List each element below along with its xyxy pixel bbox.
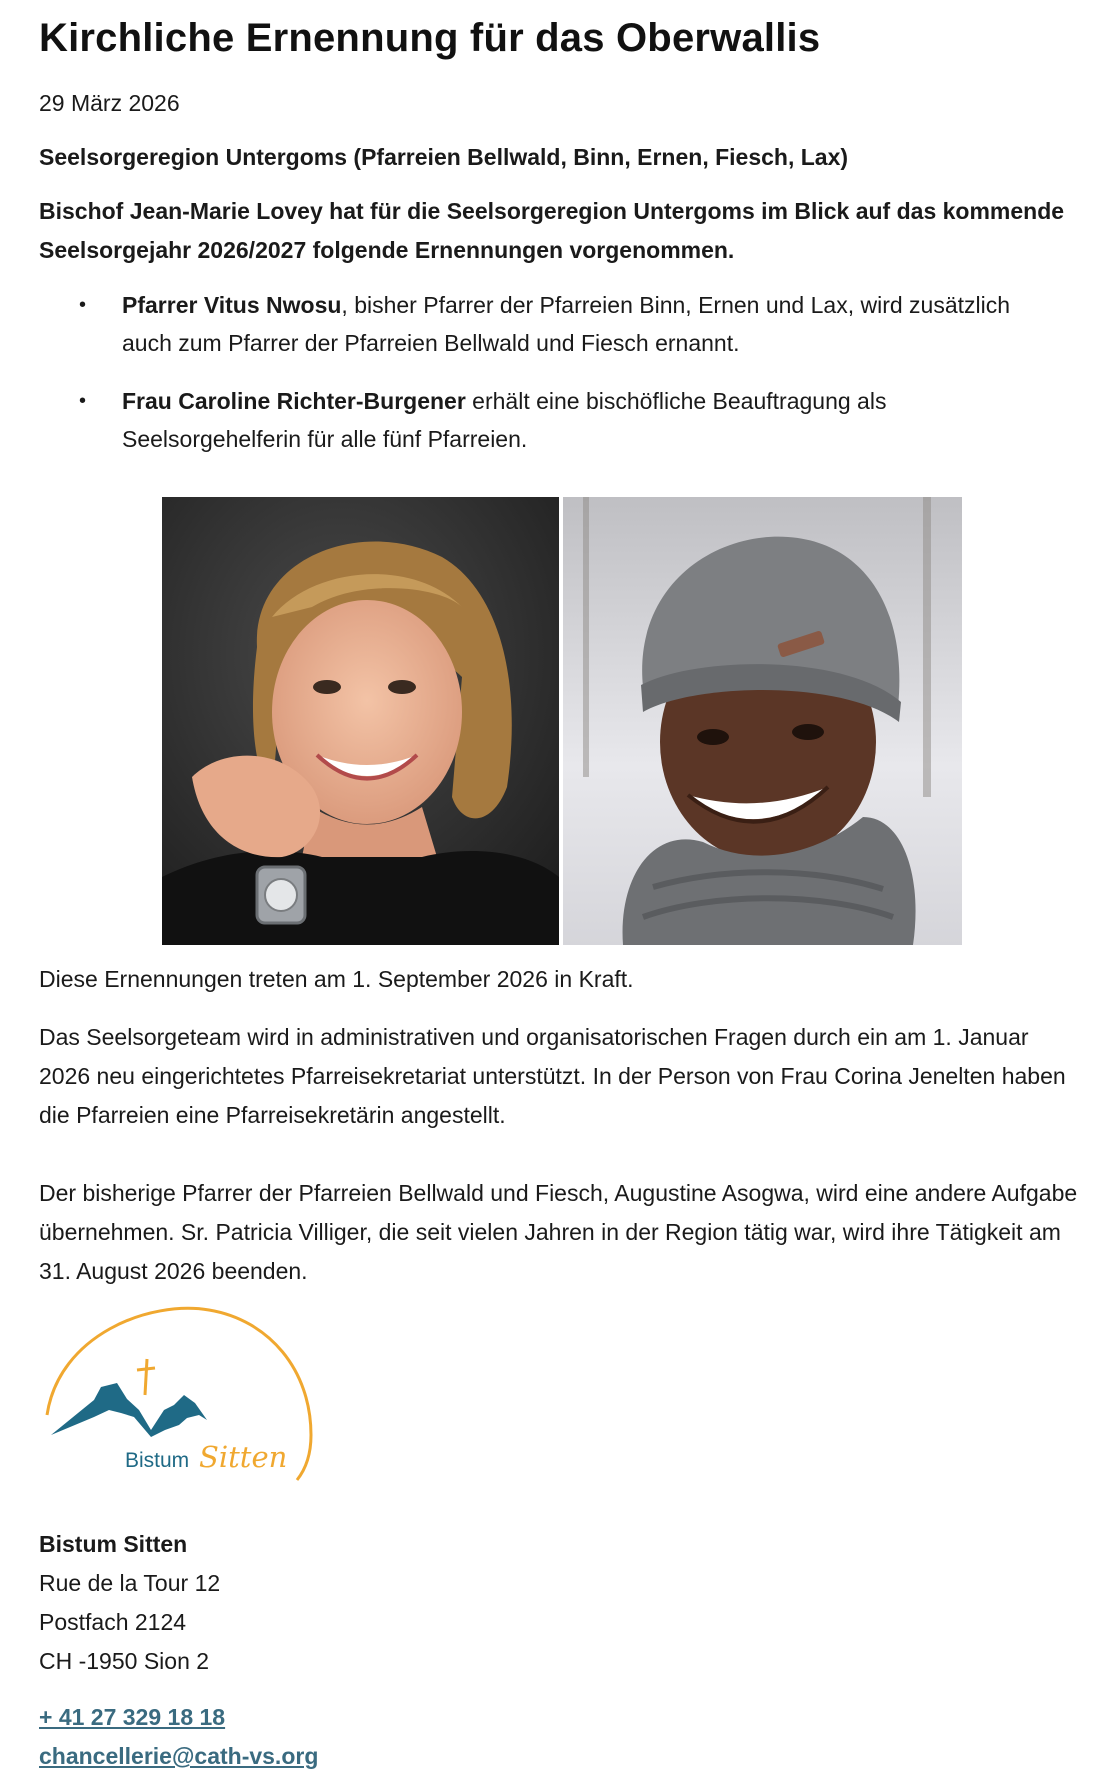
effective-date-paragraph: Diese Ernennungen treten am 1. September 2026 in Kraft. [39,966,634,992]
email-link[interactable]: chancellerie@cath-vs.org [39,1743,319,1769]
logo-word-bistum: Bistum [125,1449,190,1472]
appointment-text: erhält eine bischöfliche Beauftragung als Seelsorgehelferin für alle fünf Pfarreien. [122,388,887,452]
page-title: Kirchliche Ernennung für das Oberwallis [39,16,821,60]
portrait-woman-image [162,497,559,945]
article [39,12,1079,1769]
appointee-name: Pfarrer Vitus Nwosu [122,292,342,318]
portrait-photo-vitus [563,497,962,945]
portrait-photo-caroline [162,497,559,945]
city: CH -1950 Sion 2 [39,1648,210,1674]
bullet: • [79,294,87,316]
portrait-man-image [563,497,962,945]
logo-word-sitten: Sitten [199,1440,288,1474]
address-block [39,1525,220,1681]
appointment-text: , bisher Pfarrer der Pfarreien Binn, Ernen und Lax, wird zusätzlich auch zum Pfarrer der Pfarreien Bellwald und Fiesch ernannt. [122,292,1011,356]
logo-mark-icon [39,1295,319,1485]
team-paragraph: Das Seelsorgeteam wird in administrativen und organisatorischen Fragen durch ein am 1. Januar 2026 neu eingerichtetes Pfarreisekretariat unterstützt. In der Person von Frau Corina Jenelten haben die Pfarreien eine Pfarreisekretärin angestellt. [39,1024,1066,1128]
region-heading: Seelsorgeregion Untergoms (Pfarreien Bellwald, Binn, Ernen, Fiesch, Lax) [39,144,849,170]
contact-block [39,1698,318,1776]
list-item [39,382,1062,458]
intro-paragraph: Bischof Jean-Marie Lovey hat für die Seelsorgeregion Untergoms im Blick auf das kommende Seelsorgejahr 2026/2027 folgende Ernennungen vorgenommen. [39,198,1065,263]
bullet: • [79,390,87,412]
org-name: Bistum Sitten [39,1531,188,1557]
street-address: Rue de la Tour 12 [39,1570,221,1596]
bistum-sitten-logo [39,1295,319,1485]
publish-date: 29 März 2026 [39,90,180,116]
portrait-photos [162,497,962,945]
appointments-list [39,286,1079,458]
postbox: Postfach 2124 [39,1609,187,1635]
list-item [39,286,1062,362]
former-staff-paragraph: Der bisherige Pfarrer der Pfarreien Bellwald und Fiesch, Augustine Asogwa, wird eine andere Aufgabe übernehmen. Sr. Patricia Villiger, die seit vielen Jahren in der Region tätig war, wird ihre Tätigkeit am 31. August 2026 beenden. [39,1180,1078,1284]
phone-link[interactable]: + 41 27 329 18 18 [39,1704,226,1730]
appointee-name: Frau Caroline Richter-Burgener [122,388,466,414]
